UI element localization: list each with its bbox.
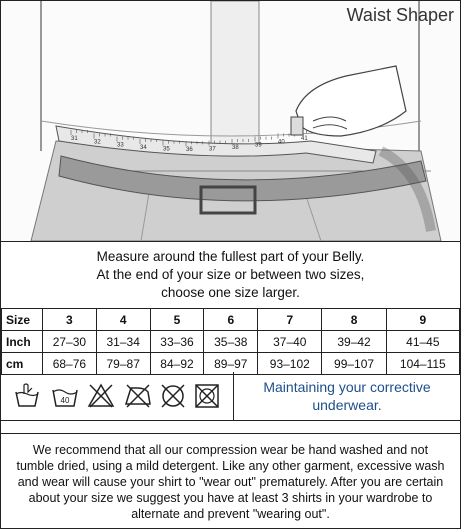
measurement-instructions	[1, 242, 460, 309]
hand-wash-icon	[13, 382, 41, 410]
care-notes	[1, 433, 460, 529]
tape-number: 33	[117, 142, 124, 149]
no-tumble-dry-icon	[193, 382, 221, 410]
table-cell: 93–102	[258, 353, 322, 375]
table-row	[2, 331, 460, 353]
size-cell: 9	[386, 309, 459, 331]
page-title: Waist Shaper	[346, 5, 454, 25]
table-cell: 27–30	[43, 331, 97, 353]
wash-40-icon	[51, 382, 79, 410]
care-symbols	[1, 372, 234, 420]
no-bleach-icon	[87, 382, 115, 410]
tape-number: 38	[232, 145, 239, 152]
tape-number: 34	[140, 145, 147, 152]
size-chart-table	[1, 308, 460, 375]
cm-row-label: cm	[2, 353, 43, 375]
wash-temp-label: 40	[60, 396, 70, 405]
table-cell: 104–115	[386, 353, 459, 375]
no-iron-icon	[123, 382, 153, 410]
table-cell: 84–92	[150, 353, 204, 375]
table-cell: 79–87	[96, 353, 150, 375]
table-cell: 68–76	[43, 353, 97, 375]
tape-number: 35	[163, 146, 170, 153]
size-cell: 3	[43, 309, 97, 331]
size-cell: 7	[258, 309, 322, 331]
tape-number: 36	[186, 147, 193, 154]
measuring-illustration	[1, 1, 460, 242]
size-cell: 8	[322, 309, 386, 331]
table-cell: 31–34	[96, 331, 150, 353]
size-cell: 6	[204, 309, 258, 331]
care-notes-text: We recommend that all our compression wear be hand washed and not tumble dried, using a mild detergent. Like any other garment, excessive wash and wear will cause your shirt to "wear out" prematurely. After you are certain about your size we suggest you have at least 3 shirts in your wardrobe to alternate and prevent "wearing out".	[16, 442, 445, 521]
table-cell: 99–107	[322, 353, 386, 375]
table-header-row	[2, 309, 460, 331]
tape-number: 41	[301, 136, 308, 142]
table-cell: 35–38	[204, 331, 258, 353]
inch-row-label: Inch	[2, 331, 43, 353]
tape-number: 31	[71, 136, 78, 142]
tape-number: 37	[209, 146, 216, 153]
size-header-cell: Size	[2, 309, 43, 331]
care-slogan: Maintaining your corrective underwear.	[263, 379, 431, 413]
instruction-line-1: Measure around the fullest part of your Belly.	[96, 249, 365, 264]
care-section	[1, 372, 460, 421]
table-cell: 33–36	[150, 331, 204, 353]
size-cell: 5	[150, 309, 204, 331]
tape-number: 32	[94, 139, 101, 146]
size-cell: 4	[96, 309, 150, 331]
waist-measure-drawing	[1, 1, 460, 241]
instruction-line-3: choose one size larger.	[161, 285, 300, 300]
table-cell: 89–97	[204, 353, 258, 375]
tape-number: 39	[255, 142, 262, 149]
table-cell: 37–40	[258, 331, 322, 353]
table-cell: 39–42	[322, 331, 386, 353]
instruction-line-2: At the end of your size or between two sizes,	[96, 267, 365, 282]
tape-number: 40	[278, 139, 285, 146]
no-dry-clean-icon	[159, 382, 187, 410]
table-cell: 41–45	[386, 331, 459, 353]
